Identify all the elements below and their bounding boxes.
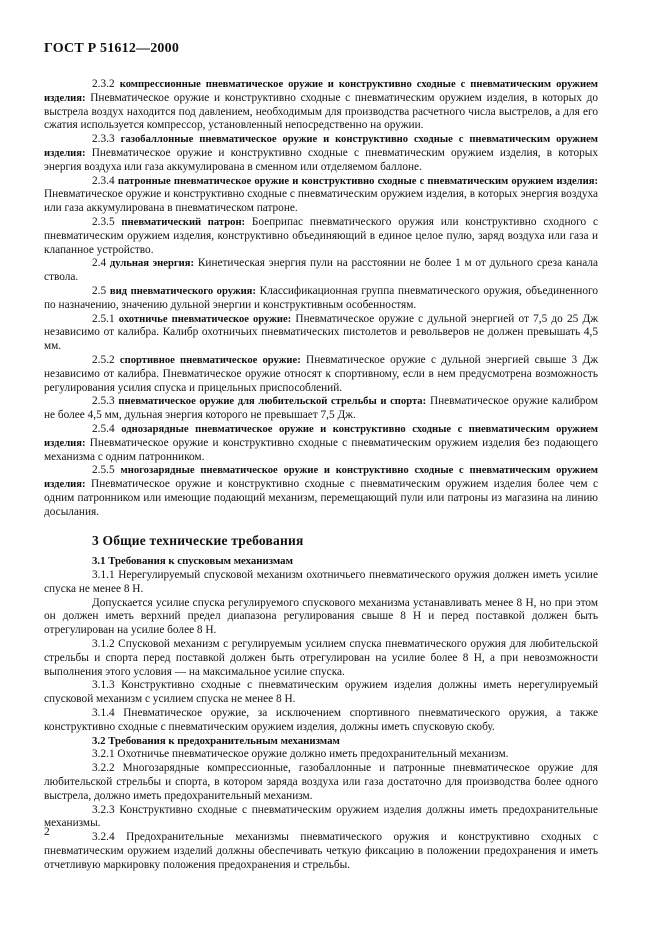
paragraph-3-1-2: 3.1.2 Спусковой механизм с регулируемым усилием спуска пневматического оружия для любительской стрельбы и спорта перед поставкой должен быть отрегулирован на усилие более 8 Н, а при невозможности выполнения этого условия — на максимальное усилие спуска. (44, 638, 598, 678)
clause-number: 2.5.4 (92, 422, 115, 435)
clause-number: 2.5 (92, 284, 107, 297)
term: вид пневматического оружия: (109, 285, 256, 297)
paragraph-3-1-3: 3.1.3 Конструктивно сходные с пневматическим оружием изделия должны иметь нерегулируемый спусковой механизм с усилием спуска не менее 8 Н. (44, 679, 598, 706)
term: спортивное пневматическое оружие: (119, 354, 301, 366)
paragraph-2-5-4 (44, 423, 598, 464)
document-body (44, 78, 598, 873)
paragraph-2-5-3 (44, 395, 598, 423)
subsection-3-1-heading: 3.1 Требования к спусковым механизмам (92, 555, 293, 568)
paragraph-2-3-3 (44, 133, 598, 174)
definition: Пневматическое оружие и конструктивно сходные с пневматическим оружием изделия без подающего механизма с одним патронником. (44, 436, 599, 463)
clause-number: 2.4 (92, 257, 107, 270)
clause-number: 2.3.3 (92, 133, 115, 146)
clause-number: 2.3.5 (92, 215, 115, 228)
paragraph-3-2-3: 3.2.3 Конструктивно сходные с пневматическим оружием изделия должны иметь предохранительные механизмы. (44, 803, 598, 830)
clause-number: 2.5.5 (92, 464, 115, 477)
definition: Классификационная группа пневматического оружия, объединенного по назначению, значению дульной энергии и конструктивным особенностям. (44, 284, 598, 311)
definition: Пневматическое оружие калибром не более 4,5 мм, дульная энергия которого не превышает 7,5 Дж. (44, 395, 598, 422)
term: пневматический патрон: (121, 216, 246, 228)
paragraph-2-5-2 (44, 354, 598, 395)
paragraph-3-1-1-b: Допускается усилие спуска регулируемого спускового механизма устанавливать менее 8 Н, но при этом он должен иметь верхний предел диапазона регулирования свыше 8 Н и перед поставкой должен быть отрегулирован на усилие более 8 Н. (44, 596, 598, 637)
clause-number: 2.3.4 (92, 174, 115, 187)
term: дульная энергия: (109, 258, 195, 270)
definition: Пневматическое оружие с дульной энергией от 7,5 до 25 Дж независимо от калибра. Калибр охотничьих пневматических пистолетов и револьверов не должен превышать 4,5 мм. (44, 312, 599, 353)
paragraph-3-2-1: 3.2.1 Охотничье пневматическое оружие должно иметь предохранительный механизм. (92, 748, 509, 761)
definition: Пневматическое оружие и конструктивно сходные с пневматическим оружием изделия, в которых энергия воздуха или газа аккумулирована в пневматическом патроне. (44, 188, 598, 215)
clause-number: 2.3.2 (92, 78, 115, 90)
section-3-heading: 3 Общие технические требования (92, 532, 304, 548)
page-number: 2 (44, 826, 50, 838)
term: охотничье пневматическое оружие: (118, 313, 292, 325)
paragraph-2-5-1 (44, 313, 598, 354)
definition: Пневматическое оружие с дульной энергией свыше 3 Дж независимо от калибра. Пневматическое оружие относят к спортивному, если в нем предусмотрена возможность регулирования усилия спуска и прицельных приспособлений. (44, 353, 598, 394)
document-header: ГОСТ Р 51612—2000 (44, 41, 180, 56)
paragraph-2-4 (44, 257, 598, 285)
term: компрессионные пневматическое оружие и конструктивно сходные с пневматическим оружием изделия: (44, 79, 598, 104)
paragraph-3-1-4: 3.1.4 Пневматическое оружие, за исключением спортивного пневматического оружия, а также конструктивно сходные с пневматическим оружием изделия, должны иметь спусковую скобу. (44, 707, 598, 733)
definition: Пневматическое оружие и конструктивно сходные с пневматическим оружием изделия, в которых до выстрела воздух находится под давлением, необходимым для производства расчетного числа выстрелов, а для его сжатия используется компрессор, установленный непосредственно на оружии. (44, 91, 598, 132)
paragraph-3-1-1: 3.1.1 Нерегулируемый спусковой механизм охотничьего пневматического оружия должен иметь усилие спуска не менее 8 Н. (44, 569, 598, 595)
paragraph-2-3-4 (44, 175, 598, 216)
subsection-3-2-heading: 3.2 Требования к предохранительным механизмам (92, 734, 340, 747)
definition: Пневматическое оружие и конструктивно сходные с пневматическим оружием изделия более чем с одним патронником или имеющие подающий механизм, перемещающий пули или патроны из магазина на линию досылания. (44, 478, 598, 518)
term: многозарядные пневматическое оружие и конструктивно сходные с пневматическим оружием изделия: (44, 465, 598, 491)
definition: Кинетическая энергия пули на расстоянии не более 1 м от дульного среза канала ствола. (44, 257, 599, 284)
definition: Пневматическое оружие и конструктивно сходные с пневматическим оружием изделия, в которых энергия воздуха или газа аккумулирована в сменном или отделяемом баллоне. (44, 146, 598, 173)
paragraph-2-5-5 (44, 464, 598, 519)
paragraph-3-2-2: 3.2.2 Многозарядные компрессионные, газобаллонные и патронные пневматическое оружие для любительской стрельбы и спорта, в котором заряда воздуха или газа достаточно для производства более одного выстрела, должно иметь предохранительный механизм. (44, 762, 598, 802)
term: газобаллонные пневматическое оружие и конструктивно сходные с пневматическим оружием изделия: (44, 134, 598, 159)
paragraph-2-5 (44, 285, 598, 313)
clause-number: 2.5.3 (92, 395, 115, 408)
definition: Боеприпас пневматического оружия или конструктивно сходного с пневматическим оружием изделия, конструктивно объединяющий в единое целое пулю, заряд воздуха или газа и клапанное устройство. (44, 215, 599, 256)
paragraph-2-3-5 (44, 216, 598, 257)
term: патронные пневматическое оружие и конструктивно сходные с пневматическим оружием изделия: (117, 175, 598, 187)
paragraph-3-2-4: 3.2.4 Предохранительные механизмы пневматического оружия и конструктивно сходных с пневматическим оружием изделий должны обеспечивать четкую фиксацию в положении предохранения и иметь отчетливую маркировку положения предохранения и стрельбы. (44, 831, 598, 871)
clause-number: 2.5.1 (92, 312, 115, 325)
term: однозарядные пневматическое оружие и конструктивно сходные с пневматическим оружием изделия: (44, 423, 599, 449)
term: пневматическое оружие для любительской стрельбы и спорта: (118, 396, 427, 408)
clause-number: 2.5.2 (92, 353, 115, 366)
paragraph-2-3-2 (44, 78, 598, 133)
